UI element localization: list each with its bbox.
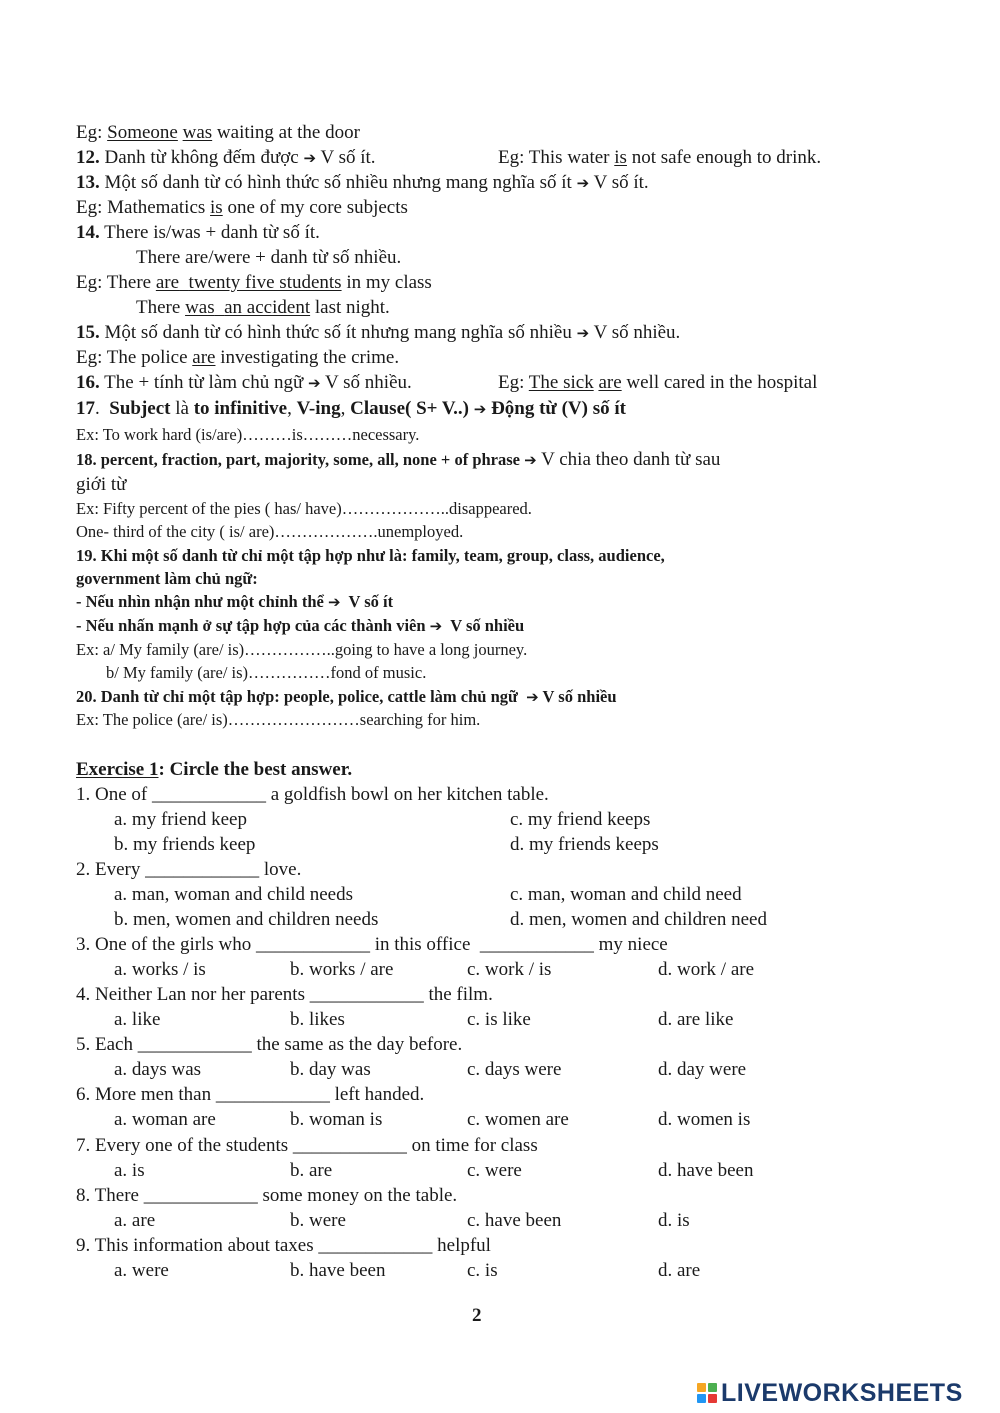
- rule-18-example-b: One- third of the city ( is/ are)……………….unemployed.: [76, 522, 464, 541]
- question-7-stem: 7. Every one of the students ____________ on time for class: [76, 1135, 538, 1156]
- rule-16: 16. The + tính từ làm chủ ngữ ➔ V số nhiều.: [76, 372, 412, 393]
- option-4a[interactable]: a. like: [114, 1009, 161, 1030]
- option-7b[interactable]: b. are: [290, 1160, 333, 1181]
- rule-14-example-a: Eg: There are twenty five students in my class: [76, 272, 432, 293]
- arrow-icon: ➔: [327, 593, 341, 611]
- option-9d[interactable]: d. are: [658, 1260, 701, 1281]
- option-1b[interactable]: b. my friends keep: [114, 834, 256, 855]
- option-5a[interactable]: a. days was: [114, 1059, 202, 1080]
- option-7d[interactable]: d. have been: [658, 1160, 754, 1181]
- page-number: 2: [472, 1305, 482, 1326]
- question-3-stem: 3. One of the girls who ____________ in this office ____________ my niece: [76, 934, 668, 955]
- option-3d[interactable]: d. work / are: [658, 959, 755, 980]
- question-5-stem: 5. Each ____________ the same as the day before.: [76, 1034, 463, 1055]
- arrow-icon: ➔: [429, 617, 443, 635]
- option-3c[interactable]: c. work / is: [467, 959, 552, 980]
- rule-14-example-b: There was an accident last night.: [136, 297, 390, 318]
- option-7a[interactable]: a. is: [114, 1160, 145, 1181]
- option-8a[interactable]: a. are: [114, 1210, 156, 1231]
- question-8-stem: 8. There ____________ some money on the table.: [76, 1185, 458, 1206]
- option-2a[interactable]: a. man, woman and child needs: [114, 884, 354, 905]
- rule-19-cont: government làm chủ ngữ:: [76, 569, 258, 588]
- question-6-stem: 6. More men than ____________ left handed.: [76, 1084, 425, 1105]
- option-8c[interactable]: c. have been: [467, 1210, 562, 1231]
- rule-17: 17. Subject là to infinitive, V-ing, Clause( S+ V..) ➔ Động từ (V) số ít: [76, 398, 626, 419]
- rule-19-singular: - Nếu nhìn nhận như một chỉnh thể ➔ V số ít: [76, 592, 394, 611]
- rule-18-example-a: Ex: Fifty percent of the pies ( has/ have)………………..disappeared.: [76, 499, 532, 518]
- arrow-icon: ➔: [576, 324, 590, 342]
- option-2c[interactable]: c. man, woman and child need: [510, 884, 742, 905]
- option-2d[interactable]: d. men, women and children need: [510, 909, 767, 930]
- rule-12-example: Eg: This water is not safe enough to drink.: [498, 147, 822, 168]
- rule-14-plural: There are/were + danh từ số nhiều.: [136, 247, 402, 268]
- option-6b[interactable]: b. woman is: [290, 1109, 383, 1130]
- question-2-stem: 2. Every ____________ love.: [76, 859, 302, 880]
- rule-19-plural: - Nếu nhấn mạnh ở sự tập hợp của các thành viên ➔ V số nhiều: [76, 616, 525, 635]
- rule-15-example: Eg: The police are investigating the crime.: [76, 347, 400, 368]
- option-3a[interactable]: a. works / is: [114, 959, 206, 980]
- rule-16-example: Eg: The sick are well cared in the hospital: [498, 372, 818, 393]
- exercise-title: Exercise 1: Circle the best answer.: [76, 759, 353, 780]
- logo-text: LIVEWORKSHEETS: [721, 1378, 963, 1407]
- option-6d[interactable]: d. women is: [658, 1109, 751, 1130]
- option-8b[interactable]: b. were: [290, 1210, 346, 1231]
- rule-20: 20. Danh từ chỉ một tập hợp: people, police, cattle làm chủ ngữ ➔ V số nhiều: [76, 687, 617, 706]
- option-1a[interactable]: a. my friend keep: [114, 809, 247, 830]
- rule-13-example: Eg: Mathematics is one of my core subjects: [76, 197, 408, 218]
- option-1c[interactable]: c. my friend keeps: [510, 809, 651, 830]
- arrow-icon: ➔: [473, 400, 487, 418]
- rule-14: 14. There is/was + danh từ số ít.: [76, 222, 320, 243]
- option-9b[interactable]: b. have been: [290, 1260, 386, 1281]
- option-9a[interactable]: a. were: [114, 1260, 169, 1281]
- rule-20-example: Ex: The police (are/ is)……………………searching for him.: [76, 710, 481, 729]
- arrow-icon: ➔: [576, 174, 590, 192]
- rule-18-cont: giới từ: [76, 474, 127, 495]
- option-4c[interactable]: c. is like: [467, 1009, 531, 1030]
- rule-19-example-a: Ex: a/ My family (are/ is)……………..going to have a long journey.: [76, 640, 528, 659]
- rule-12: 12. Danh từ không đếm được ➔ V số ít.: [76, 147, 376, 168]
- option-3b[interactable]: b. works / are: [290, 959, 394, 980]
- rule-17-example: Ex: To work hard (is/are)………is………necessary.: [76, 425, 420, 444]
- option-5c[interactable]: c. days were: [467, 1059, 562, 1080]
- option-6a[interactable]: a. woman are: [114, 1109, 216, 1130]
- option-4d[interactable]: d. are like: [658, 1009, 734, 1030]
- arrow-icon: ➔: [526, 688, 539, 706]
- option-7c[interactable]: c. were: [467, 1160, 522, 1181]
- logo-mark-icon: [697, 1383, 717, 1403]
- option-2b[interactable]: b. men, women and children needs: [114, 909, 379, 930]
- arrow-icon: ➔: [524, 451, 537, 469]
- question-4-stem: 4. Neither Lan nor her parents ____________ the film.: [76, 984, 493, 1005]
- option-5d[interactable]: d. day were: [658, 1059, 747, 1080]
- question-9-stem: 9. This information about taxes ____________ helpful: [76, 1235, 491, 1256]
- option-9c[interactable]: c. is: [467, 1260, 498, 1281]
- rule-19-example-b: b/ My family (are/ is)……………fond of music.: [106, 663, 427, 682]
- question-1-stem: 1. One of ____________ a goldfish bowl on her kitchen table.: [76, 784, 549, 805]
- option-8d[interactable]: d. is: [658, 1210, 690, 1231]
- liveworksheets-logo[interactable]: [697, 1379, 963, 1407]
- rule-15: 15. Một số danh từ có hình thức số ít nhưng mang nghĩa số nhiều ➔ V số nhiều.: [76, 322, 681, 343]
- option-4b[interactable]: b. likes: [290, 1009, 345, 1030]
- arrow-icon: ➔: [303, 149, 317, 167]
- example-someone: Eg: Someone was waiting at the door: [76, 122, 360, 143]
- arrow-icon: ➔: [308, 374, 321, 392]
- rule-13: 13. Một số danh từ có hình thức số nhiều nhưng mang nghĩa số ít ➔ V số ít.: [76, 172, 649, 193]
- option-1d[interactable]: d. my friends keeps: [510, 834, 659, 855]
- rule-18: 18. percent, fraction, part, majority, some, all, none + of phrase ➔ V chia theo danh từ sau: [76, 449, 721, 470]
- option-6c[interactable]: c. women are: [467, 1109, 569, 1130]
- rule-19: 19. Khi một số danh từ chỉ một tập hợp như là: family, team, group, class, audience,: [76, 546, 665, 565]
- option-5b[interactable]: b. day was: [290, 1059, 371, 1080]
